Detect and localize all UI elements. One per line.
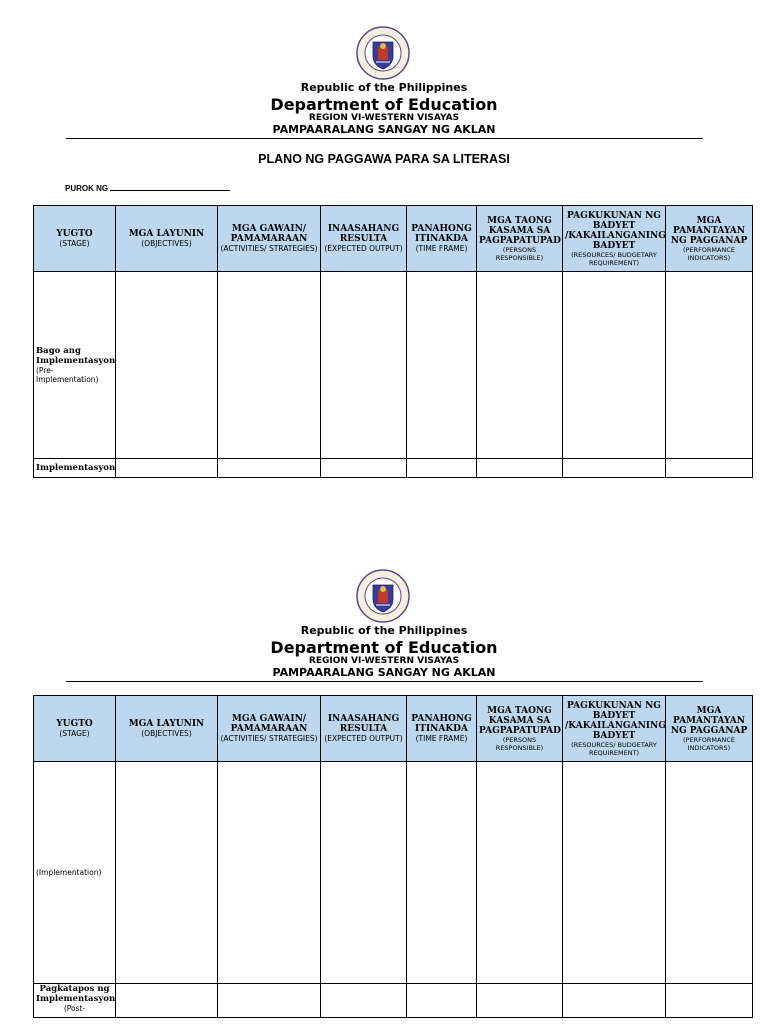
table-cell[interactable]	[321, 984, 407, 1018]
table-cell[interactable]	[116, 459, 218, 478]
table-cell[interactable]	[407, 762, 477, 984]
column-header-expected-output: INAASAHANG RESULTA (EXPECTED OUTPUT)	[321, 206, 407, 272]
column-header-activities: MGA GAWAIN/ PAMAMARAAN (ACTIVITIES/ STRATEGIES)	[218, 696, 321, 762]
header-divider	[66, 138, 703, 139]
department-heading: Department of Education	[270, 95, 498, 114]
table-header-row	[34, 696, 753, 762]
column-header-persons-responsible: MGA TAONG KASAMA SA PAGPAPATUPAD (PERSONS RESPONSIBLE)	[477, 696, 563, 762]
stage-cell-post-implementation: Pagkatapos ng Implementasyon (Post-	[34, 984, 116, 1018]
region-heading: REGION VI-WESTERN VISAYAS	[308, 113, 460, 123]
table-cell[interactable]	[477, 272, 563, 459]
column-header-performance-indicators: MGA PAMANTAYAN NG PAGGANAP (PERFORMANCE INDICATORS)	[666, 206, 753, 272]
column-header-expected-output: INAASAHANG RESULTA (EXPECTED OUTPUT)	[321, 696, 407, 762]
plan-title: PLANO NG PAGGAWA PARA SA LITERASI	[258, 152, 510, 166]
table-cell[interactable]	[321, 762, 407, 984]
table-cell[interactable]	[218, 272, 321, 459]
stage-cell-implementation: (Implementation)	[34, 762, 116, 984]
table-cell[interactable]	[116, 272, 218, 459]
column-header-persons-responsible: MGA TAONG KASAMA SA PAGPAPATUPAD (PERSONS RESPONSIBLE)	[477, 206, 563, 272]
column-header-objectives: MGA LAYUNIN (OBJECTIVES)	[116, 206, 218, 272]
table-cell[interactable]	[666, 459, 753, 478]
republic-heading: Republic of the Philippines	[300, 624, 468, 637]
table-cell[interactable]	[407, 459, 477, 478]
table-cell[interactable]	[218, 762, 321, 984]
table-header-row	[34, 206, 753, 272]
division-heading: PAMPAARALANG SANGAY NG AKLAN	[272, 123, 496, 136]
column-header-budget: PAGKUKUNAN NG BADYET /KAKAILANGANING BADYET (RESOURCES/ BUDGETARY REQUIREMENT)	[563, 206, 666, 272]
table-cell[interactable]	[477, 762, 563, 984]
column-header-performance-indicators: MGA PAMANTAYAN NG PAGGANAP (PERFORMANCE INDICATORS)	[666, 696, 753, 762]
table-cell[interactable]	[563, 762, 666, 984]
header-divider	[66, 681, 703, 682]
table-cell[interactable]	[666, 272, 753, 459]
deped-seal-logo	[356, 569, 410, 623]
deped-seal-logo	[356, 26, 410, 80]
column-header-objectives: MGA LAYUNIN (OBJECTIVES)	[116, 696, 218, 762]
table-cell[interactable]	[218, 459, 321, 478]
table-cell[interactable]	[477, 984, 563, 1018]
table-cell[interactable]	[407, 272, 477, 459]
table-cell[interactable]	[116, 984, 218, 1018]
column-header-time-frame: PANAHONG ITINAKDA (TIME FRAME)	[407, 696, 477, 762]
column-header-budget: PAGKUKUNAN NG BADYET /KAKAILANGANING BADYET (RESOURCES/ BUDGETARY REQUIREMENT)	[563, 696, 666, 762]
division-heading: PAMPAARALANG SANGAY NG AKLAN	[272, 666, 496, 679]
table-cell[interactable]	[116, 762, 218, 984]
column-header-stage: YUGTO (STAGE)	[34, 206, 116, 272]
table-row	[34, 984, 753, 1018]
action-plan-table-1	[33, 205, 753, 478]
purok-blank-line[interactable]	[110, 182, 230, 191]
table-cell[interactable]	[563, 459, 666, 478]
department-heading: Department of Education	[270, 638, 498, 657]
action-plan-table-2	[33, 695, 753, 1018]
purok-label: PUROK NG	[65, 184, 109, 193]
table-row	[34, 272, 753, 459]
column-header-stage: YUGTO (STAGE)	[34, 696, 116, 762]
republic-heading: Republic of the Philippines	[300, 81, 468, 94]
column-header-time-frame: PANAHONG ITINAKDA (TIME FRAME)	[407, 206, 477, 272]
table-row	[34, 459, 753, 478]
table-cell[interactable]	[321, 272, 407, 459]
column-header-activities: MGA GAWAIN/ PAMAMARAAN (ACTIVITIES/ STRATEGIES)	[218, 206, 321, 272]
table-cell[interactable]	[563, 272, 666, 459]
table-cell[interactable]	[477, 459, 563, 478]
table-cell[interactable]	[666, 762, 753, 984]
table-cell[interactable]	[321, 459, 407, 478]
table-row	[34, 762, 753, 984]
document-page-1	[0, 0, 768, 500]
table-cell[interactable]	[563, 984, 666, 1018]
region-heading: REGION VI-WESTERN VISAYAS	[308, 656, 460, 666]
table-cell[interactable]	[407, 984, 477, 1018]
stage-cell-pre-implementation: Bago ang Implementasyon (Pre-Implementation)	[34, 272, 116, 459]
purok-field	[65, 182, 230, 193]
document-page-2	[0, 545, 768, 1024]
table-cell[interactable]	[666, 984, 753, 1018]
stage-cell-implementation: Implementasyon	[34, 459, 116, 478]
table-cell[interactable]	[218, 984, 321, 1018]
